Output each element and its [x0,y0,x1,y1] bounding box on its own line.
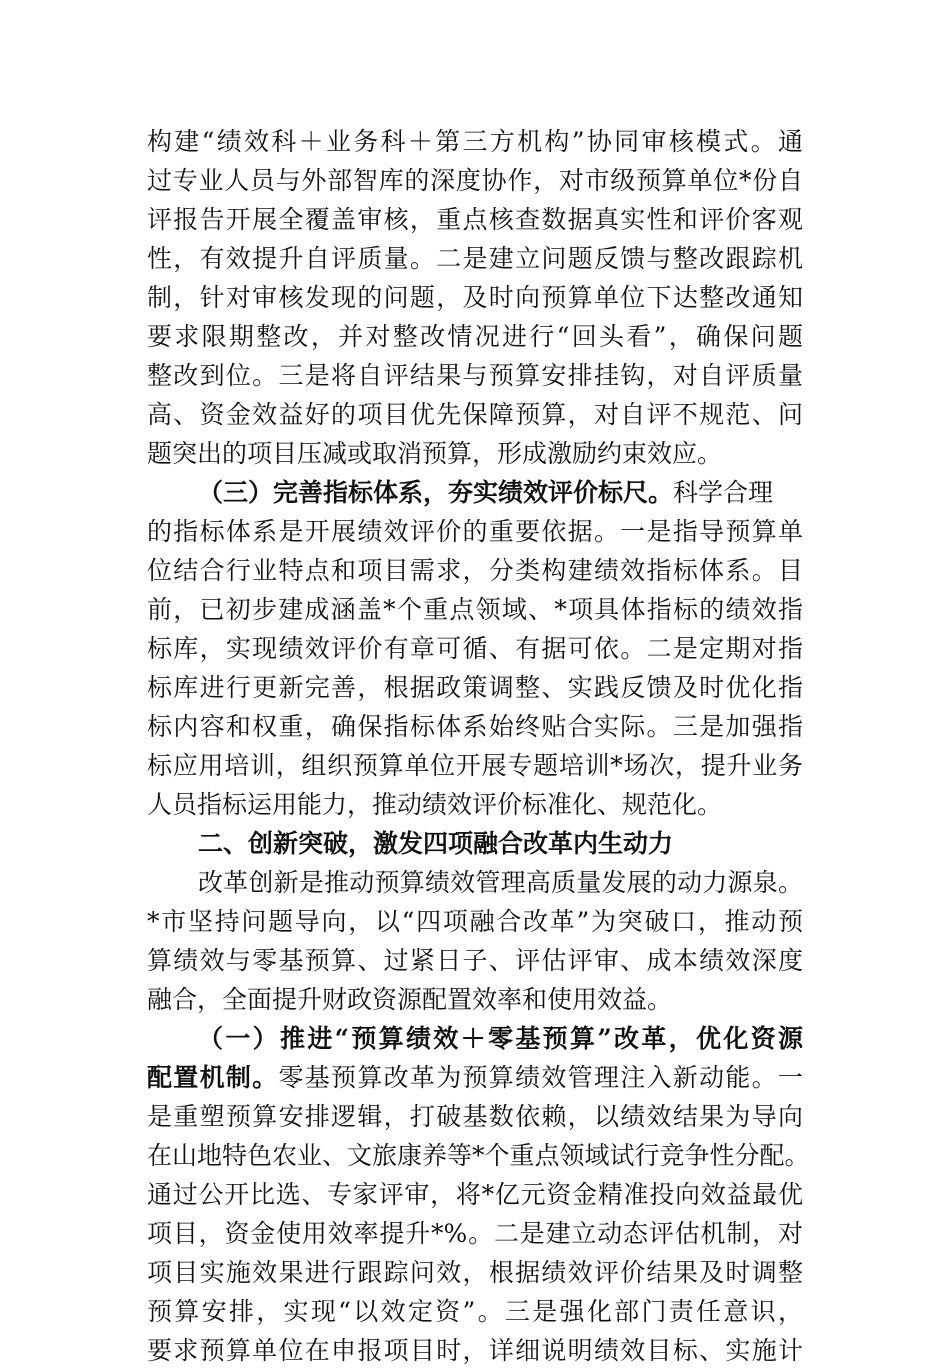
body-text-line: 要求预算单位在申报项目时，详细说明绩效目标、实施计 [147,1336,803,1365]
section-heading-two: 二、创新突破，激发四项融合改革内生动力 [198,829,674,858]
subheading-line [147,1058,803,1098]
subheading-line [198,473,803,513]
body-text-line: 整改到位。三是将自评结果与预算安排挂钩，对自评质量 [147,361,803,390]
body-text-line: 通过公开比选、专家评审，将*亿元资金精准投向效益最优 [147,1180,803,1209]
body-text-line: 改革创新是推动预算绩效管理高质量发展的动力源泉。 [198,868,803,897]
body-text-line: 在山地特色农业、文旅康养等*个重点领域试行竞争性分配。 [147,1141,810,1170]
body-text-line: 评报告开展全覆盖审核，重点核查数据真实性和评价客观 [147,205,803,234]
body-text-line: 算绩效与零基预算、过紧日子、评估评审、成本绩效深度 [147,946,803,975]
body-text-line: 前，已初步建成涵盖*个重点领域、*项具体指标的绩效指 [147,595,803,624]
body-text-line: 构建“绩效科＋业务科＋第三方机构”协同审核模式。通 [147,127,803,156]
body-text-span: 科学合理 [673,478,774,507]
body-text-line: 过专业人员与外部智库的深度协作，对市级预算单位*份自 [147,166,803,195]
subheading-one-continued: 配置机制。 [147,1063,279,1092]
body-text-line: 高、资金效益好的项目优先保障预算，对自评不规范、问 [147,400,803,429]
subheading-three: （三）完善指标体系，夯实绩效评价标尺。 [198,478,674,507]
body-text-line: 标库，实现绩效评价有章可循、有据可依。二是定期对指 [147,634,803,663]
body-text-line: 标应用培训，组织预算单位开展专题培训*场次，提升业务 [147,751,803,780]
body-text-line: 预算安排，实现“以效定资”。三是强化部门责任意识， [147,1297,803,1326]
subheading-one: （一）推进“预算绩效＋零基预算”改革，优化资源 [198,1024,803,1053]
body-text-line: 项目实施效果进行跟踪问效，根据绩效评价结果及时调整 [147,1258,803,1287]
body-text-line: 人员指标运用能力，推动绩效评价标准化、规范化。 [147,790,723,819]
body-text-line: *市坚持问题导向，以“四项融合改革”为突破口，推动预 [147,907,803,936]
body-text-line: 性，有效提升自评质量。二是建立问题反馈与整改跟踪机 [147,244,803,273]
body-text-line: 项目，资金使用效率提升*%。二是建立动态评估机制，对 [147,1219,803,1248]
body-text-line: 融合，全面提升财政资源配置效率和使用效益。 [147,985,673,1014]
body-text-line: 要求限期整改，并对整改情况进行“回头看”，确保问题 [147,322,803,351]
body-text-span: 零基预算改革为预算绩效管理注入新动能。一 [278,1063,803,1092]
body-text-line: 是重塑预算安排逻辑，打破基数依赖，以绩效结果为导向 [147,1102,803,1131]
body-text-line: 位结合行业特点和项目需求，分类构建绩效指标体系。目 [147,556,803,585]
body-text-line: 标库进行更新完善，根据政策调整、实践反馈及时优化指 [147,673,803,702]
body-text-line: 题突出的项目压减或取消预算，形成激励约束效应。 [147,439,723,468]
body-text-line: 的指标体系是开展绩效评价的重要依据。一是指导预算单 [147,517,803,546]
body-text-line: 制，针对审核发现的问题，及时向预算单位下达整改通知 [147,283,803,312]
body-text-line: 标内容和权重，确保指标体系始终贴合实际。三是加强指 [147,712,803,741]
